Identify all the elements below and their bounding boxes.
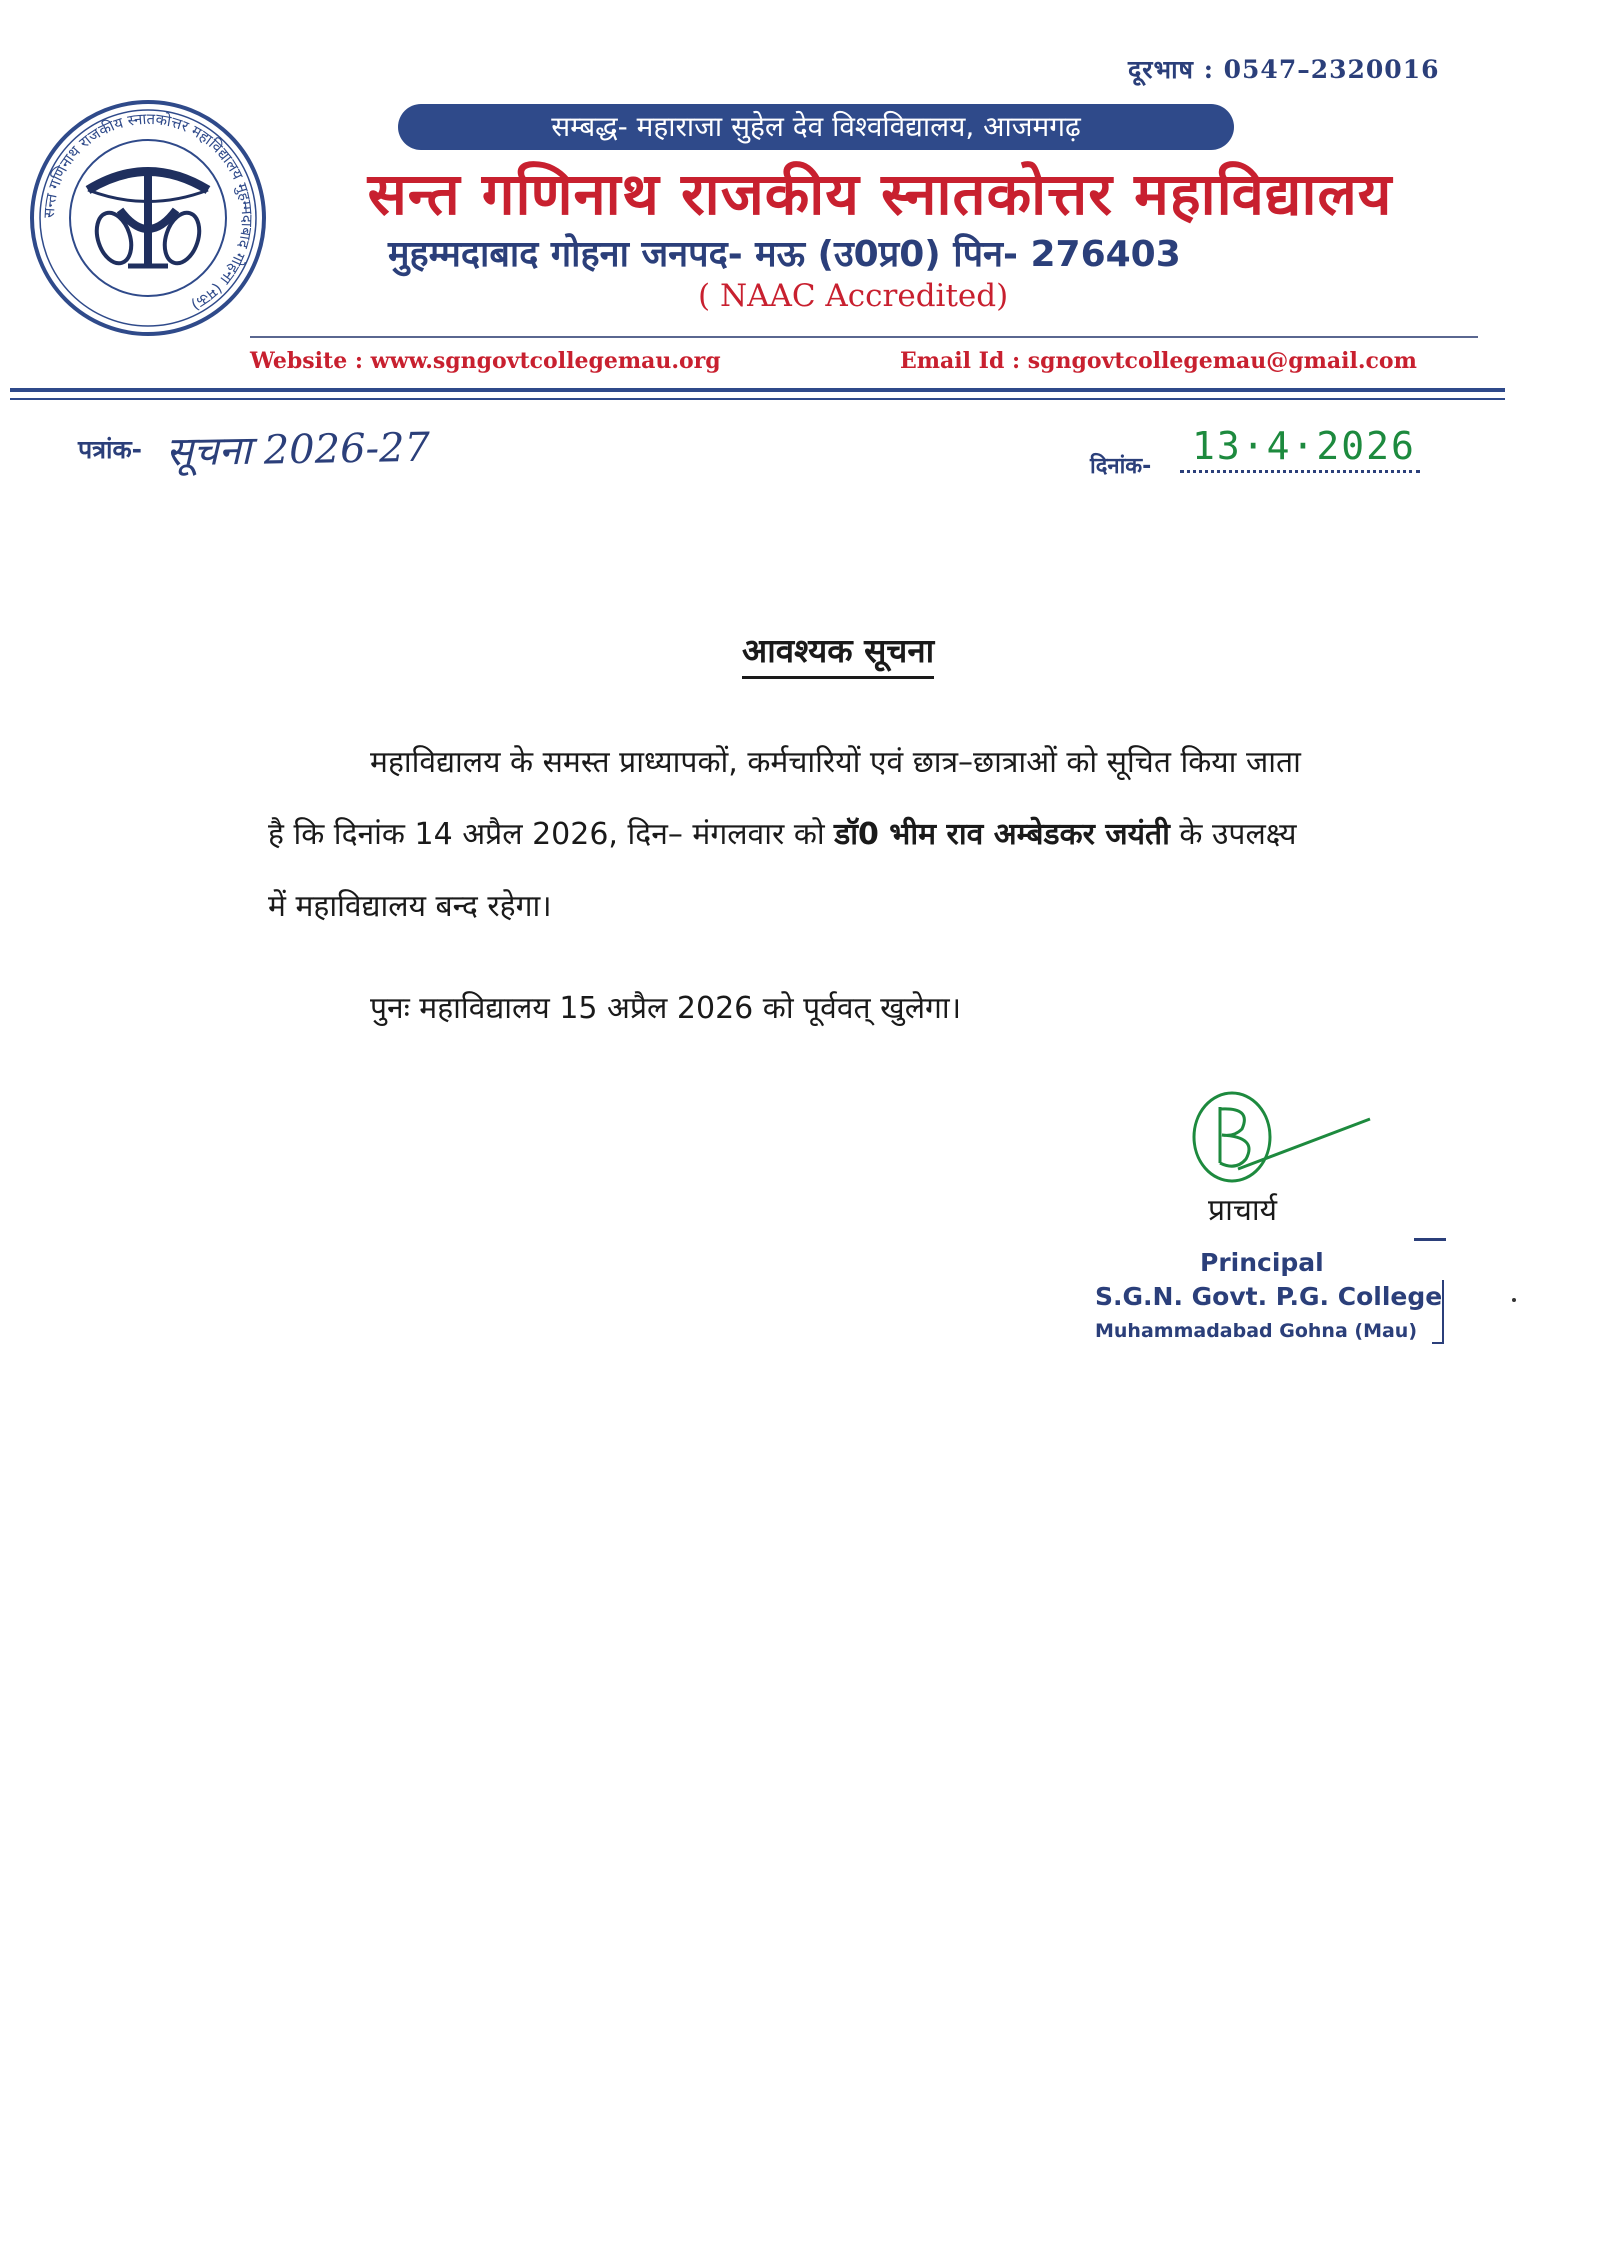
scan-speck — [1512, 1298, 1516, 1302]
stamp-border-mark — [1414, 1238, 1446, 1241]
letterhead-rule — [10, 388, 1505, 392]
email-link[interactable]: Email Id : sgngovtcollegemau@gmail.com — [900, 348, 1417, 374]
notice-line: महाविद्यालय के समस्त प्राध्यापकों, कर्मचारियों एवं छात्र–छात्राओं को सूचित किया जाता — [370, 745, 1301, 780]
college-name: सन्त गणिनाथ राजकीय स्नातकोत्तर महाविद्यालय — [367, 160, 1393, 228]
occasion-name: डॉ0 भीम राव अम्बेडकर जयंती — [834, 817, 1170, 852]
header-divider — [250, 336, 1478, 338]
website-link[interactable]: Website : www.sgngovtcollegemau.org — [250, 348, 721, 374]
date-value: 13·4·2026 — [1192, 424, 1416, 468]
stamp-designation: Principal — [1200, 1248, 1324, 1277]
college-address: मुहम्मदाबाद गोहना जनपद- मऊ (उ0प्र0) पिन- 276403 — [388, 234, 1181, 275]
notice-text: के उपलक्ष्य — [1169, 817, 1297, 852]
stamp-college: S.G.N. Govt. P.G. College — [1095, 1282, 1443, 1311]
affiliation-banner: सम्बद्ध- महाराजा सुहेल देव विश्वविद्यालय, आजमगढ़ — [398, 104, 1234, 150]
notice-title: आवश्यक सूचना — [742, 627, 934, 679]
notice-line: में महाविद्यालय बन्द रहेगा। — [268, 889, 552, 924]
signatory-title: प्राचार्य — [1208, 1193, 1278, 1228]
notice-line — [268, 812, 1297, 853]
letterhead-rule-thin — [10, 398, 1505, 400]
college-seal-logo — [28, 98, 268, 338]
reference-label: पत्रांक- — [78, 435, 143, 464]
stamp-border-bracket — [1432, 1280, 1444, 1344]
handwritten-signature — [1180, 1085, 1390, 1190]
stamp-location: Muhammadabad Gohna (Mau) — [1095, 1320, 1418, 1342]
date-dotted-line — [1180, 470, 1420, 473]
notice-text: है कि दिनांक 14 अप्रैल 2026, दिन– मंगलवार को — [268, 817, 835, 852]
phone-number: दूरभाष : 0547–2320016 — [1128, 55, 1440, 84]
reference-number: सूचना 2026-27 — [165, 424, 431, 476]
reopening-line: पुनः महाविद्यालय 15 अप्रैल 2026 को पूर्ववत् खुलेगा। — [370, 991, 962, 1026]
seal-ring-text: सन्त गणिनाथ राजकीय स्नातकोत्तर महाविद्यालय मुहम्मदाबाद गोहना (मऊ) — [39, 109, 257, 315]
accreditation: ( NAAC Accredited) — [698, 278, 1009, 314]
date-label: दिनांक- — [1090, 454, 1152, 479]
